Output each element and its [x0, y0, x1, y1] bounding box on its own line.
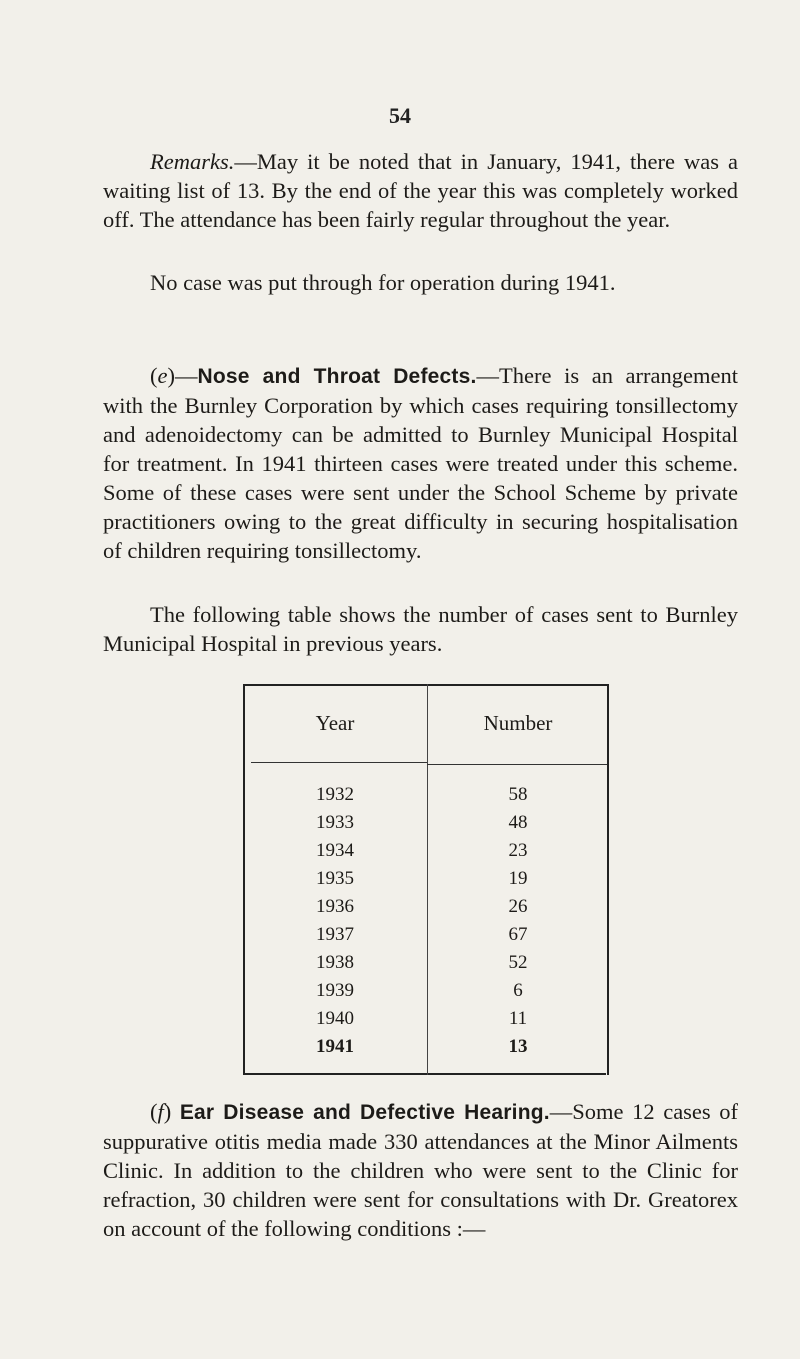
table-header-rule — [427, 764, 607, 765]
cell-year: 1938 — [316, 952, 354, 973]
ear-disease-text: —Some 12 cases of suppurative otitis media made 330 attendances at the Minor Ailments Clinic. In addition to the children who were sent to the Clinic for refraction, 30 children were sent for consultations with Dr. Greatorex on account of the following conditions :— — [103, 1099, 738, 1241]
section-letter: f — [157, 1099, 164, 1124]
cell-number: 6 — [513, 980, 523, 1001]
cell-number: 26 — [508, 896, 528, 917]
remarks-label: Remarks. — [150, 149, 235, 174]
section-suffix: )— — [167, 363, 198, 388]
table-row — [243, 865, 609, 893]
cell-number: 19 — [508, 868, 528, 889]
cases-table — [243, 684, 609, 1076]
table-row — [243, 837, 609, 865]
column-header-year: Year — [315, 711, 355, 735]
cell-number: 48 — [508, 812, 528, 833]
page-number: 54 — [389, 103, 411, 128]
cell-year: 1940 — [316, 1008, 354, 1029]
cell-year: 1936 — [316, 896, 354, 917]
no-case-paragraph — [103, 268, 738, 297]
table-row — [243, 977, 609, 1005]
cell-number: 67 — [508, 924, 528, 945]
table-row — [243, 893, 609, 921]
cell-year: 1935 — [316, 868, 354, 889]
cell-number: 11 — [508, 1008, 528, 1029]
section-prefix: ( — [150, 1099, 158, 1124]
cell-number: 23 — [508, 840, 528, 861]
cell-year: 1934 — [316, 840, 354, 861]
table-intro-paragraph — [103, 600, 738, 658]
cell-year: 1937 — [316, 924, 354, 945]
remarks-paragraph — [103, 147, 738, 234]
table-row — [243, 921, 609, 949]
cell-year: 1939 — [316, 980, 354, 1001]
table-row — [243, 809, 609, 837]
ear-disease-heading: Ear Disease and Defective Hearing. — [179, 1101, 550, 1124]
table-intro-text: The following table shows the number of cases sent to Burnley Municipal Hospital in previous years. — [103, 602, 738, 656]
section-letter: e — [157, 363, 168, 388]
cell-number: 58 — [508, 784, 528, 805]
no-case-text: No case was put through for operation during 1941. — [150, 270, 616, 295]
table-top-rule — [243, 684, 609, 686]
nose-throat-text: —There is an arrangement with the Burnley Corporation by which cases requiring tonsillectomy and adenoidectomy can be admitted to Burnley Municipal Hospital for treatment. In 1941 thirteen cases were treated under this scheme. Some of these cases were sent under the School Scheme by private practitioners owing to the great difficulty in securing hospitalisation of children requiring tonsillectomy. — [103, 363, 738, 563]
table-header-rule — [251, 762, 427, 763]
nose-throat-paragraph — [103, 361, 738, 565]
cell-number: 52 — [508, 952, 528, 973]
table-row — [243, 1005, 609, 1033]
table-row — [243, 949, 609, 977]
cell-year: 1941 — [316, 1036, 354, 1057]
remarks-text: —May it be noted that in January, 1941, there was a waiting list of 13. By the end of the year this was completely worked off. The attendance has been fairly regular throughout the year. — [103, 149, 738, 232]
table-body — [243, 781, 609, 1061]
cell-number: 13 — [508, 1036, 528, 1057]
column-header-number: Number — [483, 711, 553, 735]
table-row — [243, 1033, 609, 1061]
cell-year: 1932 — [316, 784, 354, 805]
section-suffix: ) — [163, 1099, 180, 1124]
section-prefix: ( — [150, 363, 158, 388]
cell-year: 1933 — [316, 812, 354, 833]
table-row — [243, 781, 609, 809]
ear-disease-paragraph — [103, 1097, 738, 1243]
table-bottom-rule — [243, 1073, 606, 1075]
nose-throat-heading: Nose and Throat Defects. — [197, 365, 477, 388]
